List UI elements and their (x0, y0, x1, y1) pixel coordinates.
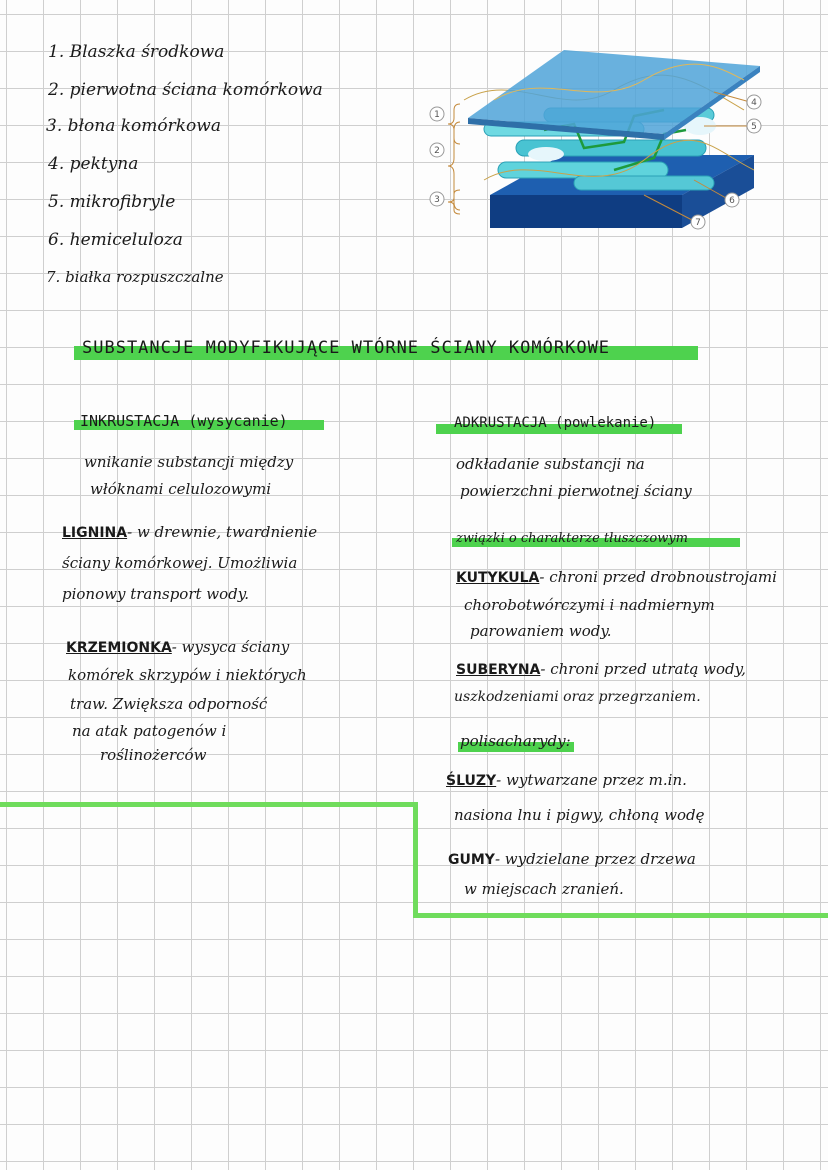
krzemionka-line-1: KRZEMIONKA- wysyca ściany (66, 638, 290, 656)
inkrustacja-heading: INKRUSTACJA (wysycanie) (80, 412, 288, 430)
page-title: SUBSTANCJE MODYFIKUJĄCE WTÓRNE ŚCIANY KOMÓRKOWE (82, 338, 611, 358)
adkrustacja-heading: ADKRUSTACJA (powlekanie) (454, 415, 657, 431)
sluzy-line-2: nasiona lnu i pigwy, chłoną wodę (454, 806, 705, 824)
krzemionka-line-3: traw. Zwiększa odporność (70, 695, 268, 713)
lignina-line-3: pionowy transport wody. (62, 585, 250, 603)
krzemionka-line-4: na atak patogenów i (72, 722, 227, 740)
callout-3: 3 (434, 195, 440, 205)
lignina-line-1: LIGNINA- w drewnie, twardnienie (62, 523, 318, 541)
kutykula-line-1: KUTYKULA- chroni przed drobnoustrojami (456, 568, 777, 586)
kutykula-term: KUTYKULA (456, 570, 540, 586)
sluzy-term: ŚLUZY (446, 773, 497, 789)
krzemionka-line-2: komórek skrzypów i niektórych (68, 666, 307, 684)
adkrustacja-desc-2: powierzchni pierwotnej ściany (460, 482, 692, 500)
lipids-heading: związki o charakterze tłuszczowym (456, 531, 689, 546)
callout-6: 6 (729, 196, 735, 206)
krzemionka-line-5: roślinożerców (100, 746, 207, 764)
kutykula-line-3: parowaniem wody. (470, 622, 612, 640)
suberyna-term: SUBERYNA (456, 662, 541, 678)
callout-2: 2 (434, 146, 440, 156)
inkrustacja-desc-1: wnikanie substancji między (84, 453, 294, 471)
suberyna-line-1: SUBERYNA- chroni przed utratą wody, (456, 660, 746, 678)
cell-wall-illustration (424, 30, 770, 240)
sluzy-line-1: ŚLUZY- wytwarzane przez m.in. (446, 771, 687, 789)
gumy-term: GUMY (448, 852, 495, 868)
suberyna-line-2: uszkodzeniami oraz przegrzaniem. (454, 689, 701, 705)
callout-4: 4 (751, 98, 757, 108)
gumy-line-1: GUMY- wydzielane przez drzewa (448, 850, 696, 868)
adkrustacja-desc-1: odkładanie substancji na (456, 455, 645, 473)
frame-line-top-left (0, 802, 418, 807)
frame-line-vertical (413, 802, 418, 918)
legend-item-7: 7. białka rozpuszczalne (46, 268, 224, 286)
legend-item-5: 5. mikrofibryle (48, 192, 176, 212)
callout-1: 1 (434, 110, 440, 120)
callout-7: 7 (695, 218, 701, 228)
legend-item-1: 1. Blaszka środkowa (48, 42, 225, 62)
callout-5: 5 (751, 122, 757, 132)
cell-wall-diagram (424, 30, 770, 240)
kutykula-line-2: chorobotwórczymi i nadmiernym (464, 596, 715, 614)
polysaccharides-heading: polisacharydy: (460, 732, 571, 750)
legend-item-2: 2. pierwotna ściana komórkowa (48, 80, 323, 100)
frame-line-bottom-right (413, 913, 828, 918)
gumy-line-2: w miejscach zranień. (464, 880, 624, 898)
lignina-line-2: ściany komórkowej. Umożliwia (62, 554, 298, 572)
krzemionka-term: KRZEMIONKA (66, 640, 172, 656)
legend-item-4: 4. pektyna (48, 154, 139, 174)
legend-item-3: 3. błona komórkowa (46, 116, 221, 136)
inkrustacja-desc-2: włóknami celulozowymi (90, 480, 272, 498)
lignina-term: LIGNINA (62, 525, 128, 541)
legend-item-6: 6. hemiceluloza (48, 230, 183, 250)
